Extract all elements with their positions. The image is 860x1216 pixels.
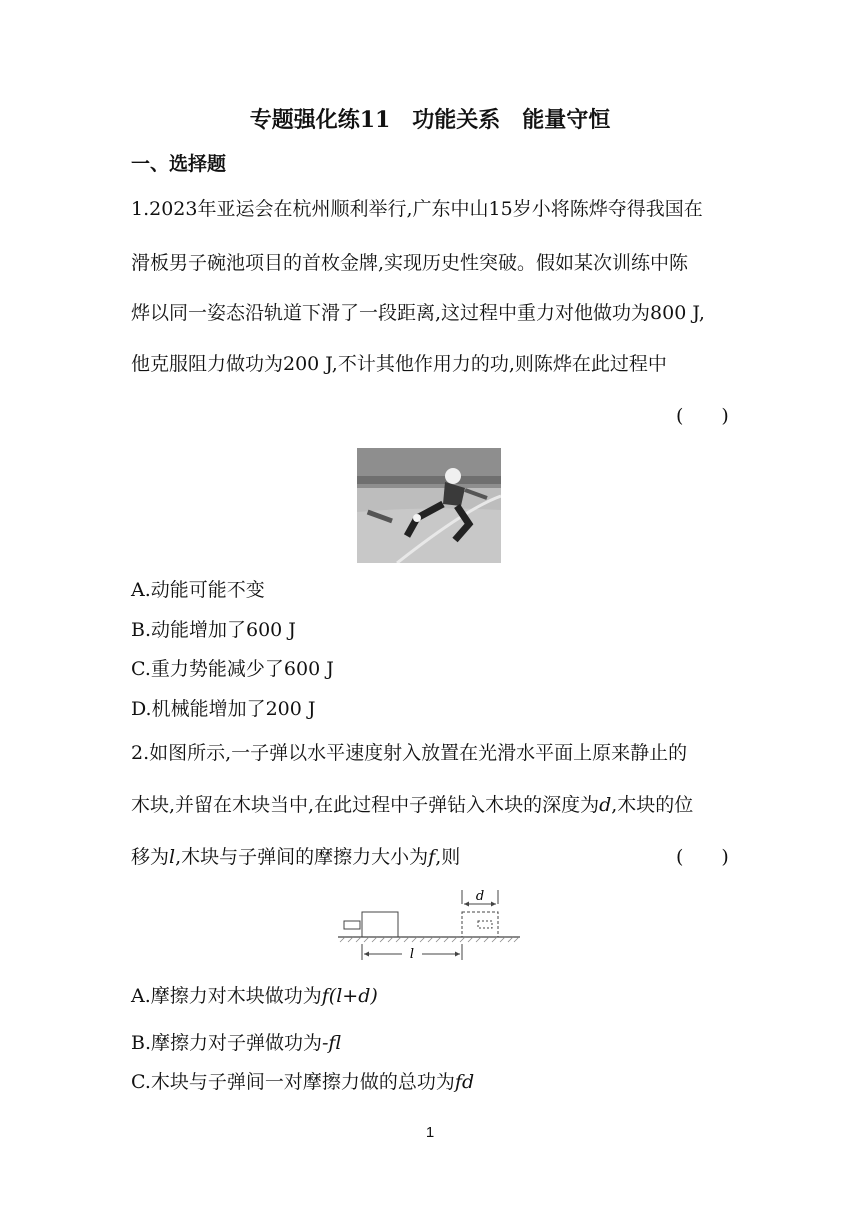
q1-option-a: A.动能可能不变 — [131, 579, 265, 601]
q2-answer-paren: ( ) — [676, 846, 729, 868]
page-number: 1 — [425, 1124, 435, 1141]
q1-option-d: D.机械能增加了200 J — [131, 698, 316, 720]
label-d: d — [475, 889, 485, 904]
page-title: 专题强化练11 功能关系 能量守恒 — [249, 107, 611, 133]
q2-line-3: 移为l,木块与子弹间的摩擦力大小为f,则 — [131, 846, 461, 868]
q2-option-b: B.摩擦力对子弹做功为-fl — [131, 1032, 342, 1054]
q1-line-2: 滑板男子碗池项目的首枚金牌,实现历史性突破。假如某次训练中陈 — [131, 252, 689, 274]
q2-option-a: A.摩擦力对木块做功为f(l+d) — [131, 985, 378, 1007]
q2-line-2: 木块,并留在木块当中,在此过程中子弹钻入木块的深度为d,木块的位 — [131, 794, 694, 816]
label-l: l — [409, 947, 415, 962]
q2-line-1: 2.如图所示,一子弹以水平速度射入放置在光滑水平面上原来静止的 — [131, 742, 688, 764]
q1-option-b: B.动能增加了600 J — [131, 619, 296, 641]
section-heading: 一、选择题 — [131, 153, 227, 175]
q2-option-c: C.木块与子弹间一对摩擦力做的总功为fd — [131, 1071, 475, 1093]
skateboarder-photo — [357, 448, 501, 563]
q1-answer-paren: ( ) — [676, 405, 729, 427]
q1-line-4: 他克服阻力做功为200 J,不计其他作用力的功,则陈烨在此过程中 — [131, 353, 667, 375]
bullet-block-diagram — [338, 888, 520, 964]
q1-line-1: 1.2023年亚运会在杭州顺利举行,广东中山15岁小将陈烨夺得我国在 — [131, 198, 703, 220]
q1-option-c: C.重力势能减少了600 J — [131, 658, 334, 680]
q1-line-3: 烨以同一姿态沿轨道下滑了一段距离,这过程中重力对他做功为800 J, — [131, 302, 705, 324]
